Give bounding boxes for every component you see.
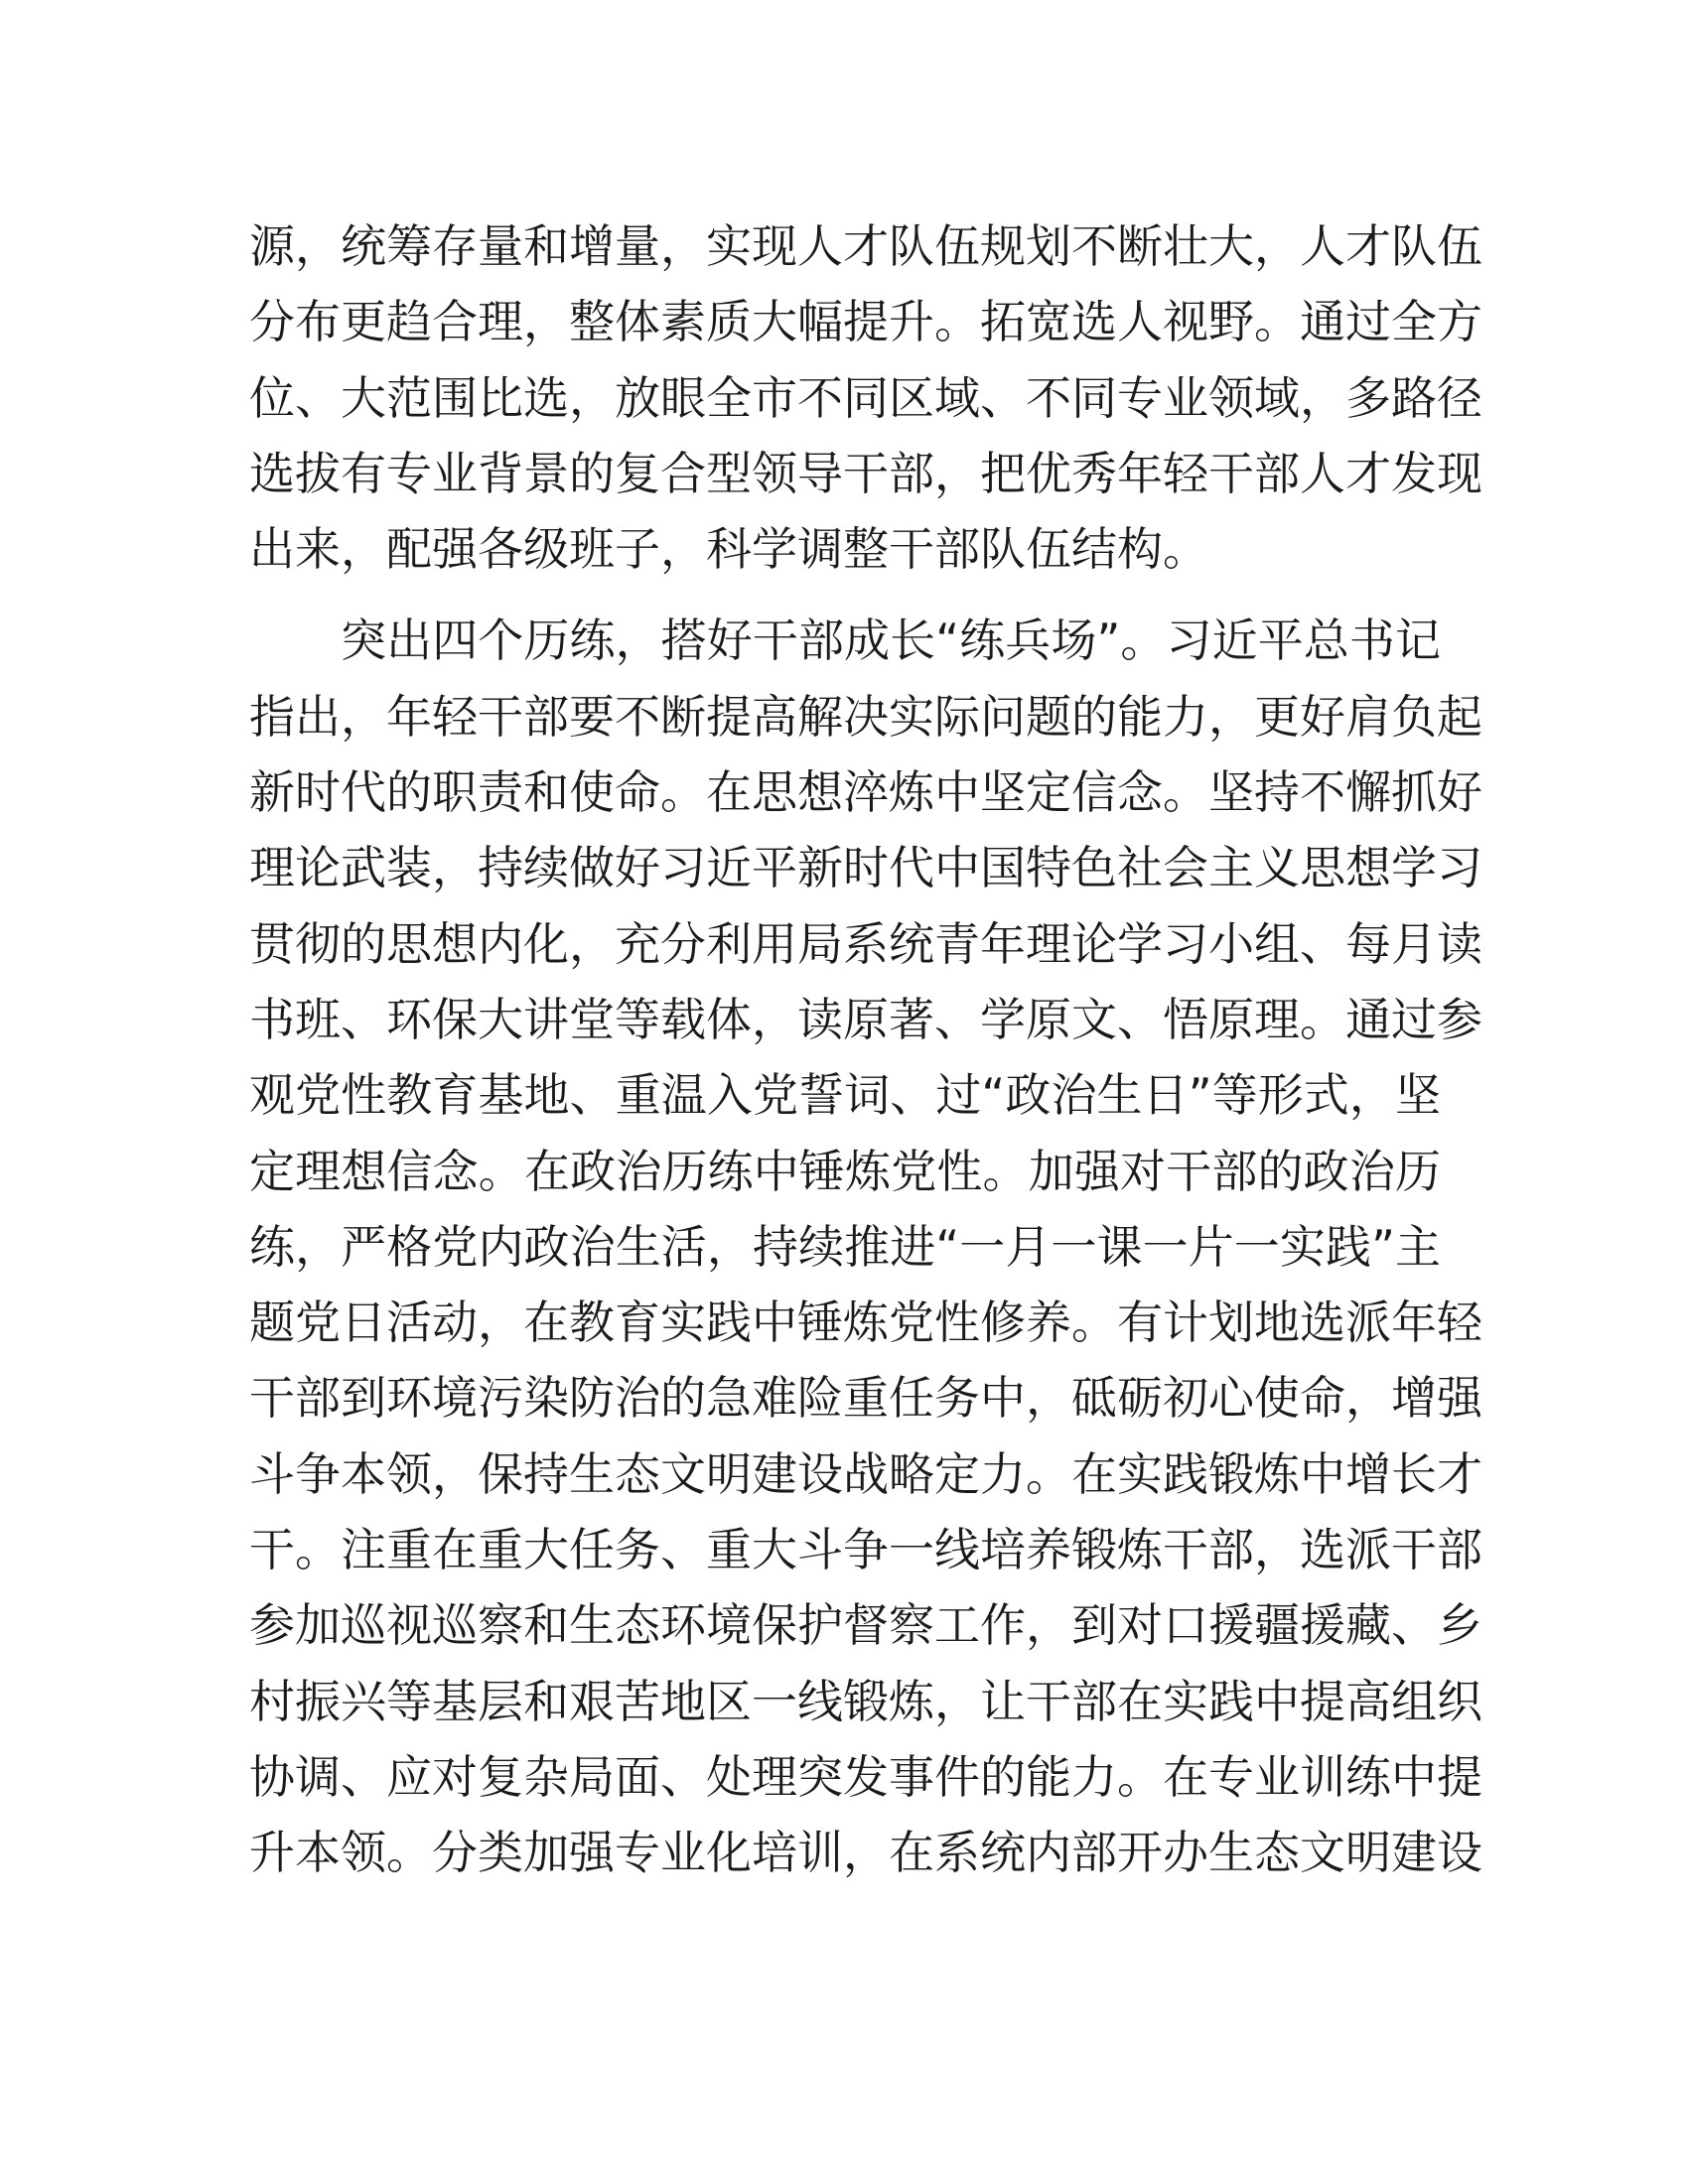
text-line: 升本领。分类加强专业化培训，在系统内部开办生态文明建设 — [249, 1826, 1482, 1880]
text-line: 出来，配强各级班子，科学调整干部队伍结构。 — [249, 522, 1208, 577]
paragraph-1 — [249, 208, 1482, 587]
text-line: 突出四个历练，搭好干部成长“练兵场”。习近平总书记 — [341, 614, 1441, 668]
text-line: 干。注重在重大任务、重大斗争一线培养锻炼干部，选派干部 — [249, 1523, 1482, 1577]
text-line: 指出，年轻干部要不断提高解决实际问题的能力，更好肩负起 — [249, 689, 1482, 744]
text-line: 书班、环保大讲堂等载体，读原著、学原文、悟原理。通过参 — [249, 992, 1482, 1046]
text-line: 斗争本领，保持生态文明建设战略定力。在实践锻炼中增长才 — [249, 1446, 1482, 1501]
text-line: 协调、应对复杂局面、处理突发事件的能力。在专业训练中提 — [249, 1749, 1482, 1804]
text-line: 观党性教育基地、重温入党誓词、过“政治生日”等形式，坚 — [249, 1068, 1441, 1123]
paragraph-2 — [249, 603, 1482, 1890]
text-line: 位、大范围比选，放眼全市不同区域、不同专业领域，多路径 — [249, 370, 1482, 425]
text-line: 贯彻的思想内化，充分利用局系统青年理论学习小组、每月读 — [249, 916, 1482, 971]
text-line: 新时代的职责和使命。在思想淬炼中坚定信念。坚持不懈抓好 — [249, 765, 1482, 820]
text-line: 村振兴等基层和艰苦地区一线锻炼，让干部在实践中提高组织 — [249, 1674, 1482, 1728]
text-line: 源，统筹存量和增量，实现人才队伍规划不断壮大，人才队伍 — [249, 219, 1482, 273]
text-line: 题党日活动，在教育实践中锤炼党性修养。有计划地选派年轻 — [249, 1296, 1482, 1350]
text-line: 选拔有专业背景的复合型领导干部，把优秀年轻干部人才发现 — [249, 446, 1482, 500]
text-line: 理论武装，持续做好习近平新时代中国特色社会主义思想学习 — [249, 841, 1482, 895]
text-line: 练，严格党内政治生活，持续推进“一月一课一片一实践”主 — [249, 1219, 1441, 1274]
text-line: 定理想信念。在政治历练中锤炼党性。加强对干部的政治历 — [249, 1144, 1441, 1198]
text-line: 分布更趋合理，整体素质大幅提升。拓宽选人视野。通过全方 — [249, 295, 1482, 349]
body-text — [249, 208, 1482, 1891]
text-line: 参加巡视巡察和生态环境保护督察工作，到对口援疆援藏、乡 — [249, 1598, 1482, 1653]
paragraph-spacer — [249, 587, 1441, 603]
text-line: 干部到环境污染防治的急难险重任务中，砥砺初心使命，增强 — [249, 1371, 1482, 1426]
